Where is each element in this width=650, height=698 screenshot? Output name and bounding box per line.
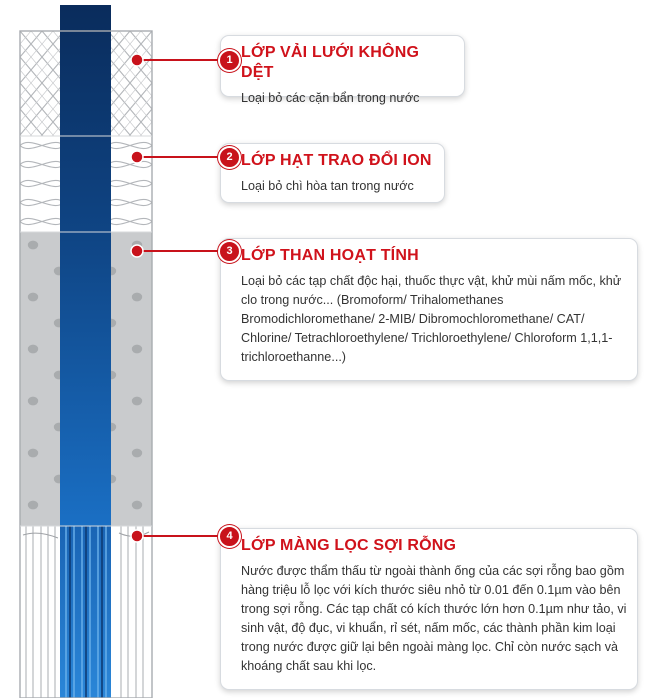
layer-badge-4: 4 (218, 525, 241, 548)
layer-badge-1: 1 (218, 49, 241, 72)
layer-title-4: LỚP MÀNG LỌC SỢI RỖNG (241, 537, 457, 554)
layer-desc-3: Loại bỏ các tạp chất độc hại, thuốc thực vật, khử mùi nấm mốc, khử clo trong nước... (Bromoform/ Trihalomethanes Bromodichloromethane/ 2-MIB/ Dibromochloromethane/ CAT/ Chlorine/ Tetrachloroethylene/ Trichloroethylene/ Chloroform 1,1,1-trichloroethanne...) (241, 274, 622, 364)
layer-card-2 (220, 143, 445, 203)
callout-dot-3 (131, 245, 143, 257)
layer-desc-1: Loại bỏ các cặn bẩn trong nước (241, 91, 420, 105)
layer-badge-2: 2 (218, 146, 241, 169)
layer-desc-4: Nước được thẩm thấu từ ngoài thành ống của các sợi rỗng bao gồm hàng triệu lỗ lọc với kích thước siêu nhỏ từ 0.01 đến 0.1µm vào bên trong sợi rỗng. Các tạp chất có kích thước lớn hơn 0.1µm như tảo, vi sinh vật, độ đục, vi khuẩn, rỉ sét, nấm mốc, các thành phần kim loại trong nước được giữ lại bên ngoài màng lọc. Chỉ còn nước sạch và khoáng chất sau khi lọc. (241, 564, 627, 673)
layer-badge-3: 3 (218, 240, 241, 263)
water-core (60, 5, 111, 698)
layer-title-1: LỚP VẢI LƯỚI KHÔNG DỆT (241, 44, 420, 81)
layer-title-3: LỚP THAN HOẠT TÍNH (241, 247, 419, 264)
layer-card-1 (220, 35, 465, 105)
layer-card-3 (220, 238, 638, 381)
callout-dot-1 (131, 54, 143, 66)
callout-dot-4 (131, 530, 143, 542)
layer-title-2: LỚP HẠT TRAO ĐỔI ION (241, 152, 432, 169)
layer-desc-2: Loại bỏ chì hòa tan trong nước (241, 179, 414, 193)
callout-dot-2 (131, 151, 143, 163)
layer-card-4 (220, 528, 638, 690)
